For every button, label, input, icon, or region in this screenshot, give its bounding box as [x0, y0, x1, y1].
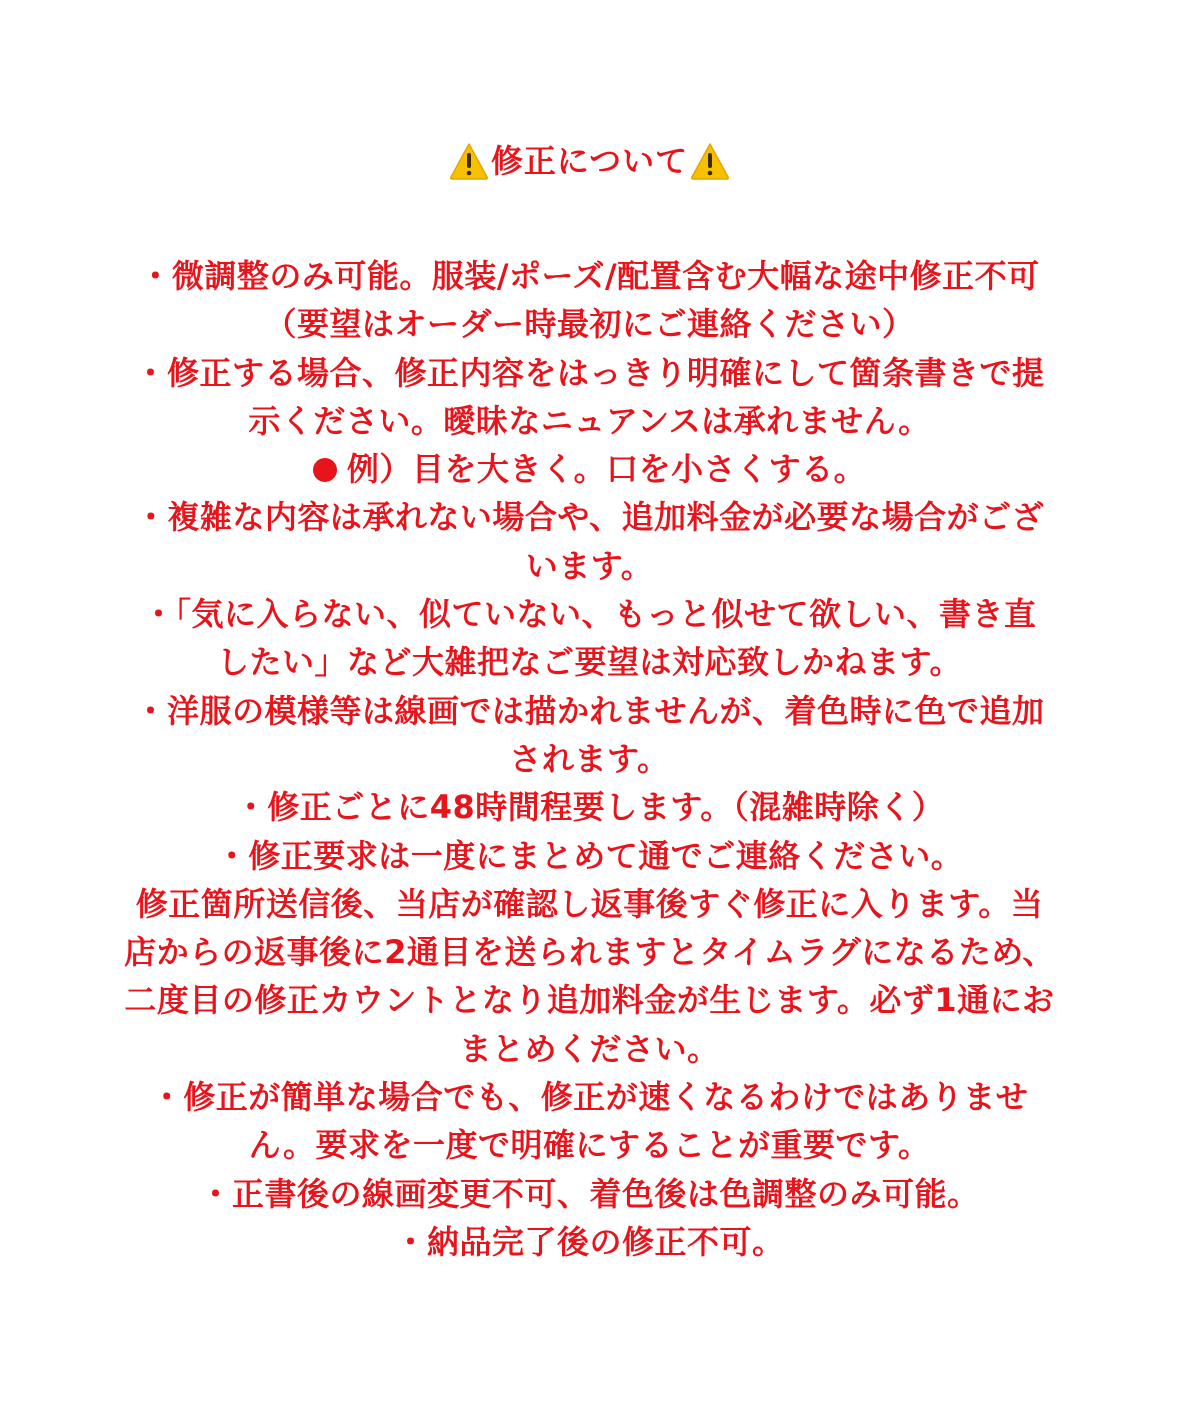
notice-line: ・修正要求は一度にまとめて通でご連絡ください。 [215, 836, 964, 875]
notice-line: ・「気に入らない、似ていない、もっと似せて欲しい、書き直 [142, 595, 1037, 634]
notice-line: ・修正する場合、修正内容をはっきり明確にして箇条書きで提 [134, 353, 1045, 392]
notice-line: ん。要求を一度で明確にすることが重要です。 [248, 1126, 931, 1165]
notice-line: ・修正が簡単な場合でも、修正が速くなるわけではありませ [150, 1078, 1029, 1117]
notice-line: ・複雑な内容は承れない場合や、追加料金が必要な場合がござ [134, 498, 1045, 537]
notice-line: 二度目の修正カウントとなり追加料金が生じます。必ず1通にお [124, 981, 1055, 1020]
notice-line: されます。 [509, 739, 670, 778]
red-circle-icon [313, 458, 337, 482]
notice-line: 修正箇所送信後、当店が確認し返事後すぐ修正に入ります。当 [135, 884, 1044, 923]
notice-line: ・修正ごとに48時間程要します。（混雑時除く） [234, 788, 945, 827]
notice-line: （要望はオーダー時最初にご連絡ください） [264, 305, 915, 344]
notice-title-row [88, 136, 1091, 186]
notice-line: したい」など大雑把なご要望は対応致しかねます。 [217, 643, 962, 682]
notice-line: ・納品完了後の修正不可。 [394, 1222, 785, 1261]
notice-line-example [88, 445, 1091, 493]
notice-line: 示ください。曖昧なニュアンスは承れません。 [248, 401, 931, 440]
notice-title: 修正について [490, 142, 689, 180]
example-text: 例）目を大きく。口を小さくする。 [346, 450, 867, 489]
notice-line: います。 [525, 546, 654, 585]
warning-icon [449, 142, 489, 180]
notice-line: ・正書後の線画変更不可、着色後は色調整のみ可能。 [199, 1174, 980, 1213]
notice-line: 店からの返事後に2通目を送られますとタイムラグになるため、 [124, 933, 1055, 972]
notice-line: ・微調整のみ可能。服装/ポーズ/配置含む大幅な途中修正不可 [139, 257, 1040, 295]
notice-body [88, 252, 1091, 1266]
notice-line: ・洋服の模様等は線画では描かれませんが、着色時に色で追加 [134, 691, 1045, 730]
warning-icon [690, 142, 730, 180]
notice-line: まとめください。 [459, 1029, 720, 1068]
